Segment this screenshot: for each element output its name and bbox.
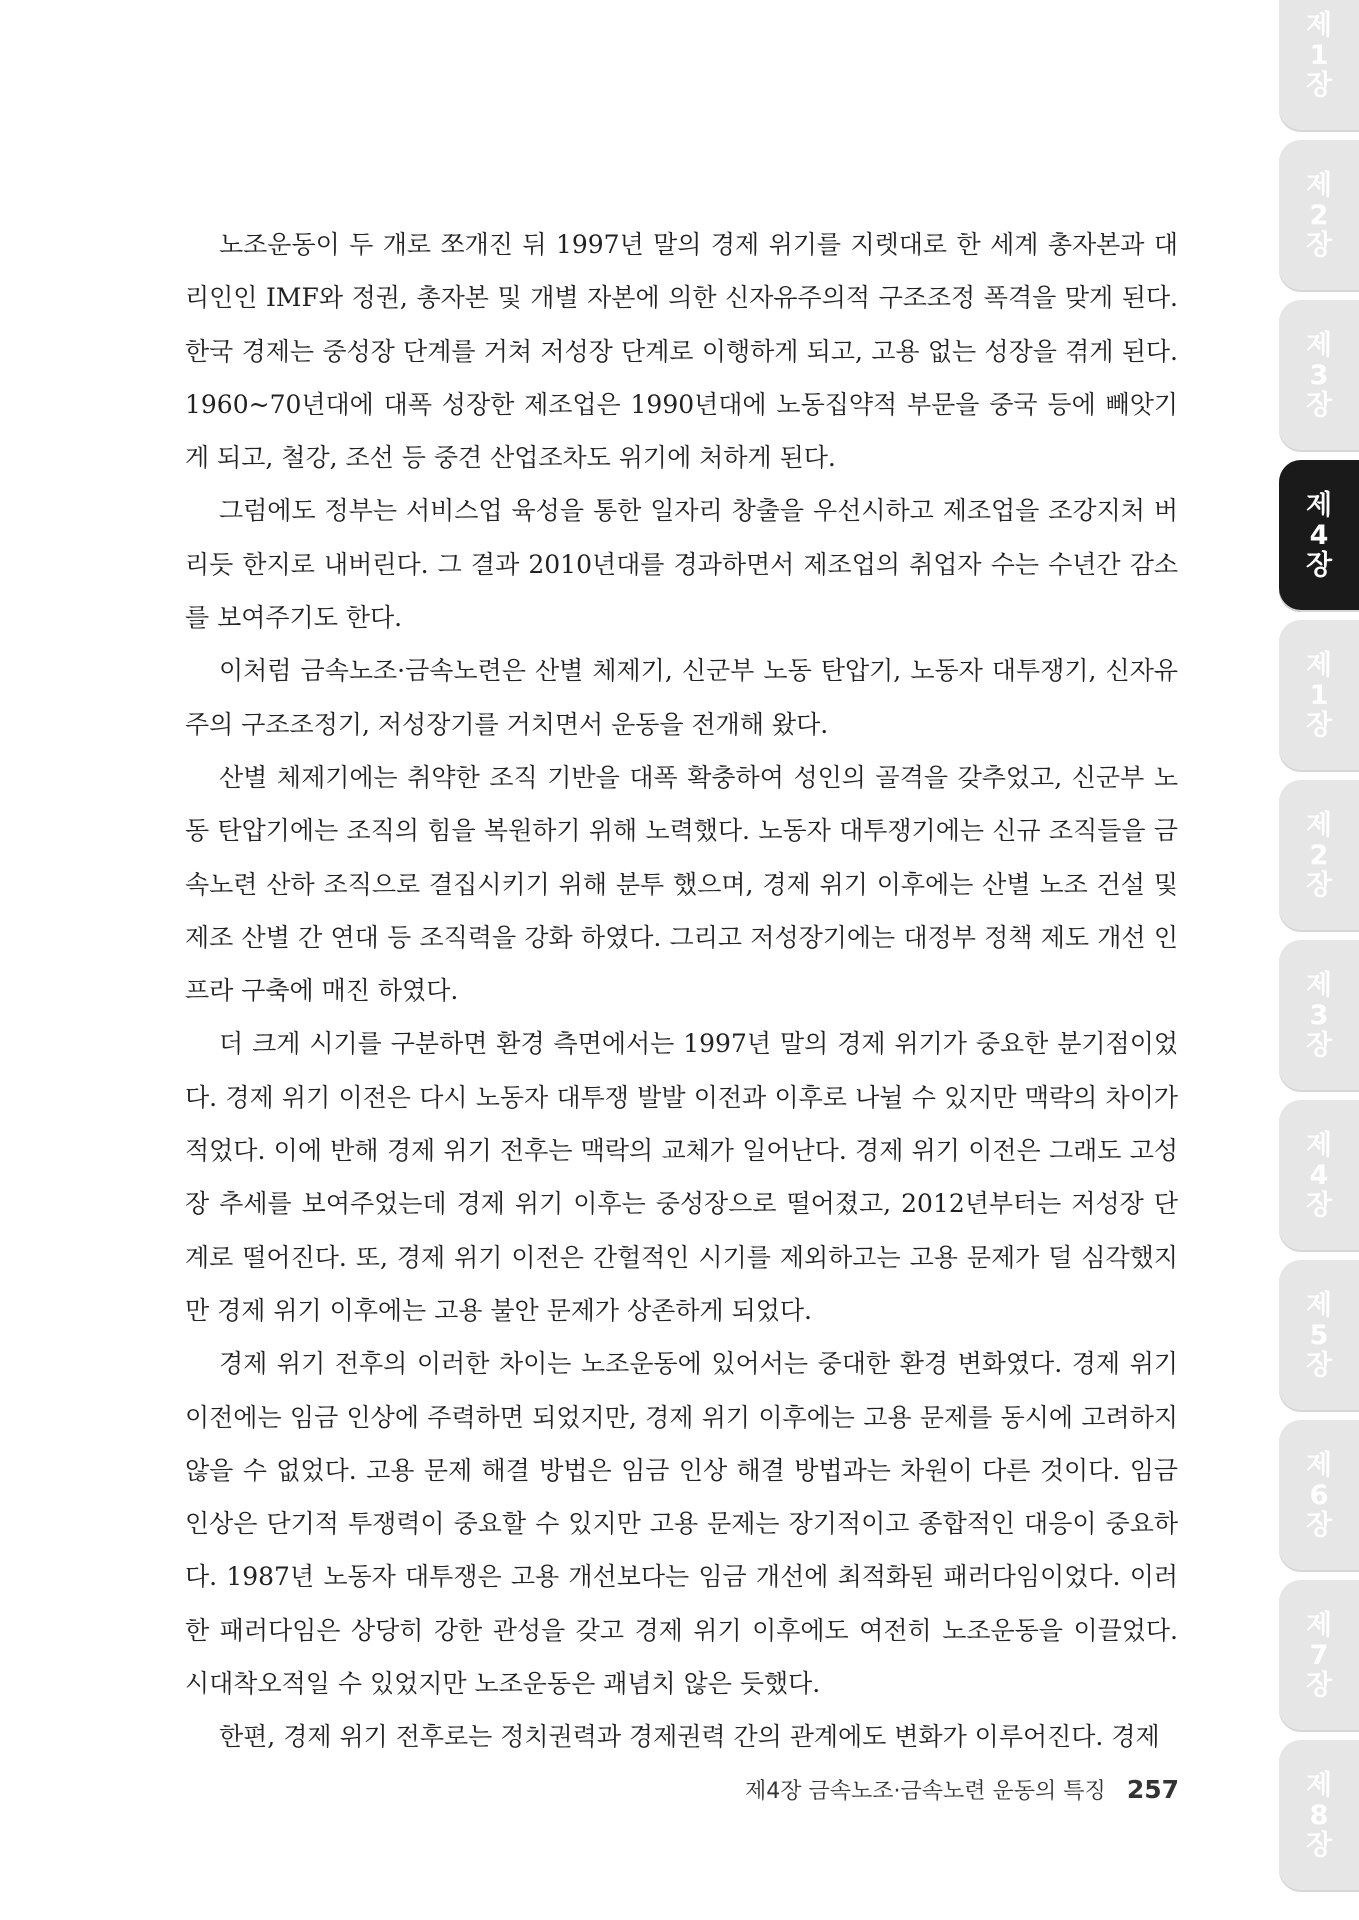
chapter-tab[interactable] xyxy=(1279,0,1359,132)
paragraph: 노조운동이 두 개로 쪼개진 뒤 1997년 말의 경제 위기를 지렛대로 한 세계 총자본과 대리인인 IMF와 정권, 총자본 및 개별 자본에 의한 신자유주의적 구조조정 폭격을 맞게 된다. 한국 경제는 중성장 단계를 거쳐 저성장 단계로 이행하게 되고, 고용 없는 성장을 겪게 된다. 1960~70년대에 대폭 성장한 제조업은 1990년대에 노동집약적 부문을 중국 등에 빼앗기게 되고, 철강, 조선 등 중견 산업조차도 위기에 처하게 된다. xyxy=(185,230,1178,473)
chapter-tab-prefix: 제 xyxy=(1305,1770,1333,1801)
chapter-tab-num: 5 xyxy=(1309,1320,1329,1351)
chapter-tab-prefix: 제 xyxy=(1305,810,1333,841)
chapter-tab-num: 1 xyxy=(1309,40,1329,71)
paragraph: 한편, 경제 위기 전후로는 정치권력과 경제권력 간의 관계에도 변화가 이루어진다. 경제 xyxy=(219,1722,1160,1752)
chapter-tab-num: 6 xyxy=(1309,1480,1329,1511)
chapter-tab-suffix: 장 xyxy=(1305,710,1333,741)
chapter-tab-prefix: 제 xyxy=(1305,490,1333,521)
chapter-tab-prefix: 제 xyxy=(1305,1610,1333,1641)
chapter-tab-suffix: 장 xyxy=(1305,550,1333,581)
chapter-tab-num: 4 xyxy=(1309,1160,1329,1191)
page-number: 257 xyxy=(1126,1775,1179,1804)
chapter-tab[interactable] xyxy=(1279,620,1359,772)
chapter-tab-num: 3 xyxy=(1309,1000,1329,1031)
chapter-tab-prefix: 제 xyxy=(1305,10,1333,41)
chapter-tab-num: 4 xyxy=(1309,520,1329,551)
chapter-tab[interactable] xyxy=(1279,940,1359,1092)
chapter-tab-suffix: 장 xyxy=(1305,230,1333,261)
chapter-tab-num: 3 xyxy=(1309,360,1329,391)
chapter-tab-suffix: 장 xyxy=(1305,1030,1333,1061)
chapter-tab[interactable] xyxy=(1279,1420,1359,1572)
chapter-tab-prefix: 제 xyxy=(1305,650,1333,681)
chapter-tab[interactable] xyxy=(1279,300,1359,452)
chapter-tab-strip xyxy=(1279,0,1359,1920)
chapter-tab-num: 1 xyxy=(1309,680,1329,711)
paragraph: 경제 위기 전후의 이러한 차이는 노조운동에 있어서는 중대한 환경 변화였다. 경제 위기 이전에는 임금 인상에 주력하면 되었지만, 경제 위기 이후에는 고용 문제를 동시에 고려하지 않을 수 없었다. 고용 문제 해결 방법은 임금 인상 해결 방법과는 차원이 다른 것이다. 임금 인상은 단기적 투쟁력이 중요할 수 있지만 고용 문제는 장기적이고 종합적인 대응이 중요하다. 1987년 노동자 대투쟁은 고용 개선보다는 임금 개선에 최적화된 패러다임이었다. 이러한 패러다임은 상당히 강한 관성을 갖고 경제 위기 이후에도 여전히 노조운동을 이끌었다. 시대착오적일 수 있었지만 노조운동은 괘념치 않은 듯했다. xyxy=(185,1349,1178,1699)
chapter-tab-prefix: 제 xyxy=(1305,1130,1333,1161)
paragraph: 더 크게 시기를 구분하면 환경 측면에서는 1997년 말의 경제 위기가 중요한 분기점이었다. 경제 위기 이전은 다시 노동자 대투쟁 발발 이전과 이후로 나뉠 수 있지만 맥락의 차이가 적었다. 이에 반해 경제 위기 전후는 맥락의 교체가 일어난다. 경제 위기 이전은 그래도 고성장 추세를 보여주었는데 경제 위기 이후는 중성장으로 떨어졌고, 2012년부터는 저성장 단계로 떨어진다. 또, 경제 위기 이전은 간헐적인 시기를 제외하고는 고용 문제가 덜 심각했지만 경제 위기 이후에는 고용 불안 문제가 상존하게 되었다. xyxy=(185,1029,1178,1325)
chapter-tab-suffix: 장 xyxy=(1305,1510,1333,1541)
chapter-tab-suffix: 장 xyxy=(1305,1670,1333,1701)
chapter-tab[interactable] xyxy=(1279,780,1359,932)
paragraph: 산별 체제기에는 취약한 조직 기반을 대폭 확충하여 성인의 골격을 갖추었고, 신군부 노동 탄압기에는 조직의 힘을 복원하기 위해 노력했다. 노동자 대투쟁기에는 신규 조직들을 금속노련 산하 조직으로 결집시키기 위해 분투 했으며, 경제 위기 이후에는 산별 노조 건설 및 제조 산별 간 연대 등 조직력을 강화 하였다. 그리고 저성장기에는 대정부 정책 제도 개선 인프라 구축에 매진 하였다. xyxy=(185,762,1178,1006)
paragraph: 그럼에도 정부는 서비스업 육성을 통한 일자리 창출을 우선시하고 제조업을 조강지처 버리듯 한지로 내버린다. 그 결과 2010년대를 경과하면서 제조업의 취업자 수는 수년간 감소를 보여주기도 한다. xyxy=(185,496,1178,633)
chapter-tab[interactable] xyxy=(1279,1100,1359,1252)
chapter-tab[interactable] xyxy=(1279,140,1359,292)
chapter-tab-prefix: 제 xyxy=(1305,1290,1333,1321)
body-paragraphs xyxy=(185,218,1178,1764)
chapter-tab-suffix: 장 xyxy=(1305,70,1333,101)
chapter-tab-suffix: 장 xyxy=(1305,1350,1333,1381)
chapter-tab-suffix: 장 xyxy=(1305,870,1333,901)
chapter-tab-prefix: 제 xyxy=(1305,170,1333,201)
paragraph: 이처럼 금속노조·금속노련은 산별 체제기, 신군부 노동 탄압기, 노동자 대투쟁기, 신자유주의 구조조정기, 저성장기를 거치면서 운동을 전개해 왔다. xyxy=(185,656,1178,739)
running-chapter-title: 제4장 금속노조·금속노련 운동의 특징 xyxy=(745,1779,1106,1804)
chapter-tab-num: 8 xyxy=(1309,1800,1329,1831)
page-footer xyxy=(720,1774,1179,1805)
chapter-tab[interactable] xyxy=(1279,1580,1359,1732)
chapter-tab-suffix: 장 xyxy=(1305,1190,1333,1221)
chapter-tab-prefix: 제 xyxy=(1305,330,1333,361)
chapter-tab[interactable] xyxy=(1279,1740,1359,1892)
chapter-tab-suffix: 장 xyxy=(1305,390,1333,421)
chapter-tab-num: 2 xyxy=(1309,200,1329,231)
chapter-tab-num: 7 xyxy=(1309,1640,1329,1671)
chapter-tab-suffix: 장 xyxy=(1305,1830,1333,1861)
chapter-tab-prefix: 제 xyxy=(1305,1450,1333,1481)
main-text xyxy=(185,218,1178,1764)
chapter-tab[interactable] xyxy=(1279,460,1359,612)
chapter-tab[interactable] xyxy=(1279,1260,1359,1412)
chapter-tab-prefix: 제 xyxy=(1305,970,1333,1001)
chapter-tab-num: 2 xyxy=(1309,840,1329,871)
